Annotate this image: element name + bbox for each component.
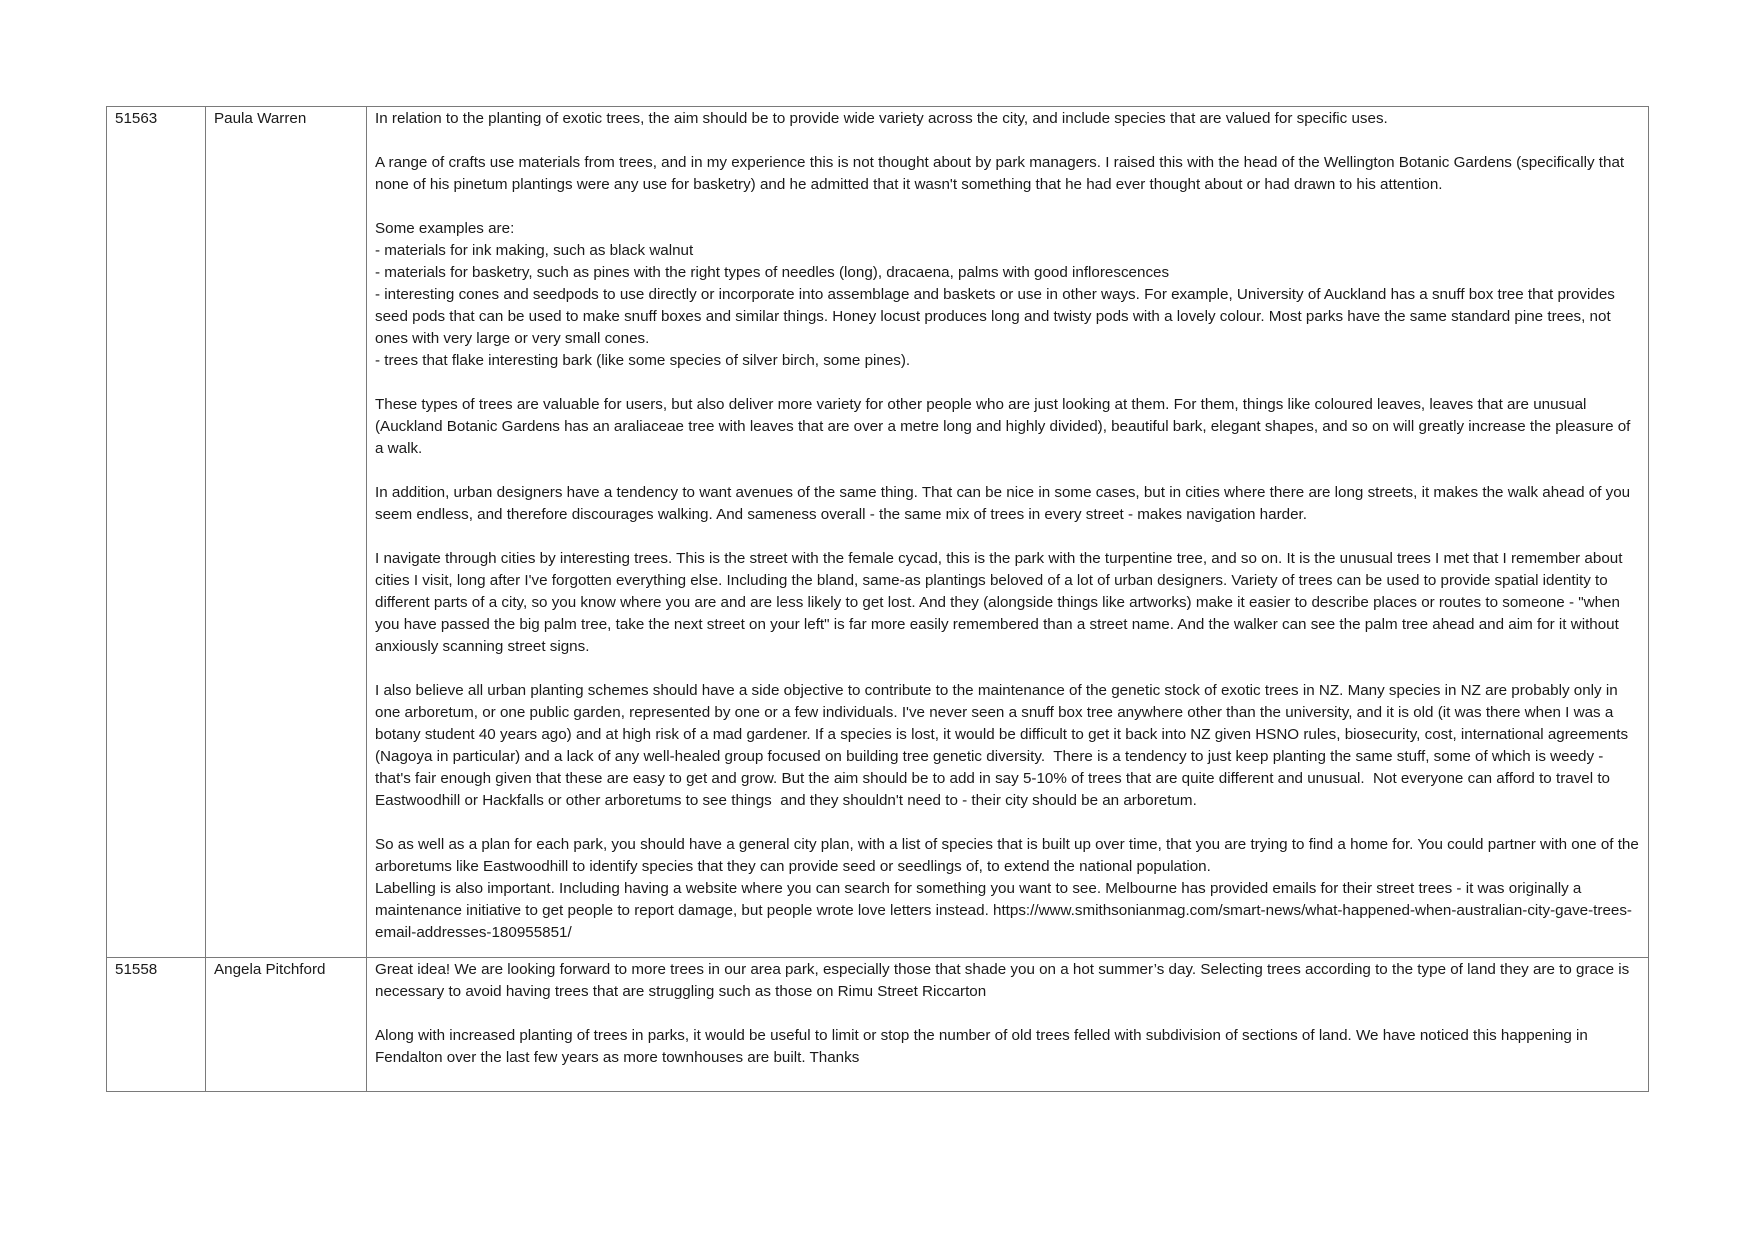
comment-list-item: - trees that flake interesting bark (like some species of silver birch, some pines). (375, 352, 911, 369)
comment-line: Some examples are: (375, 220, 515, 237)
table-row (107, 107, 1649, 958)
submission-id-cell (107, 958, 206, 1092)
comment-line: Labelling is also important. Including having a website where you can search for something you want to see. Melbourne has provided emails for their street trees - it was originally a maintenance initiative to get people to report damage, but people wrote love letters instead. https://www.smithsonianmag.com/smart-news/what-happened-when-australian-city-gave-trees-email-addresses-180955851/ (375, 880, 1632, 941)
comment-list-item: - interesting cones and seedpods to use directly or incorporate into assemblage and baskets or use in other ways. For example, University of Auckland has a snuff box tree that provides seed pods that can be used to make snuff boxes and similar things. Honey locust produces long and twisty pods with a lovely colour. Most parks have the same standard pine trees, not ones with very large or very small cones. (375, 286, 1620, 347)
comment-line: These types of trees are valuable for users, but also deliver more variety for other people who are just looking at them. For them, things like coloured leaves, leaves that are unusual (Auckland Botanic Gardens has an araliaceae tree with leaves that are over a metre long and highly divided), beautiful bark, elegant shapes, and so on will greatly increase the pleasure of a walk. (375, 396, 1635, 457)
submissions-table (106, 106, 1649, 1092)
comment-paragraph (375, 108, 1640, 130)
comment-paragraph (375, 1025, 1640, 1069)
submission-id: 51558 (115, 961, 158, 978)
comment-line: I also believe all urban planting schemes should have a side objective to contribute to the maintenance of the genetic stock of exotic trees in NZ. Many species in NZ are probably only in one arboretum, or one public garden, represented by one or a few individuals. I've never seen a snuff box tree anywhere other than the university, and it is old (it was there when I was a botany student 40 years ago) and at high risk of a mad gardener. If a species is lost, it would be difficult to get it back into NZ given HSNO rules, biosecurity, cost, international agreements (Nagoya in particular) and a lack of any well-healed group focused on building tree genetic diversity. There is a tendency to just keep planting the same stuff, some of which is weedy - that's fair enough given that these are easy to get and grow. But the aim should be to add in say 5-10% of trees that are quite different and unusual. Not everyone can afford to travel to Eastwoodhill or Hackfalls or other arboretums to see things and they shouldn't need to - their city should be an arboretum. (375, 682, 1633, 809)
comment-paragraph (375, 218, 1640, 372)
submission-id-cell (107, 107, 206, 958)
comment-list-item: - materials for basketry, such as pines with the right types of needles (long), dracaena, palms with good inflorescences (375, 264, 1170, 281)
comment-cell (367, 107, 1649, 958)
submission-id: 51563 (115, 110, 158, 127)
submitter-name-cell (206, 958, 367, 1092)
comment-line: Along with increased planting of trees in parks, it would be useful to limit or stop the number of old trees felled with subdivision of sections of land. We have noticed this happening in Fendalton over the last few years as more townhouses are built. Thanks (375, 1027, 1593, 1066)
comment-paragraph (375, 152, 1640, 196)
submitter-name: Angela Pitchford (214, 961, 326, 978)
comment-line: I navigate through cities by interesting trees. This is the street with the female cycad, this is the park with the turpentine tree, and so on. It is the unusual trees I met that I remember about cities I visit, long after I've forgotten everything else. Including the bland, same-as plantings beloved of a lot of urban designers. Variety of trees can be used to provide spatial identity to different parts of a city, so you know where you are and are less likely to get lost. And they (alongside things like artworks) make it easier to describe places or routes to someone - "when you have passed the big palm tree, take the next street on your left" is far more easily remembered than a street name. And the walker can see the palm tree ahead and aim for it without anxiously scanning street signs. (375, 550, 1627, 655)
comment-line: So as well as a plan for each park, you should have a general city plan, with a list of species that is built up over time, that you are trying to find a home for. You could partner with one of the arboretums like Eastwoodhill to identify species that they can provide seed or seedlings of, to extend the national population. (375, 836, 1644, 875)
comment-paragraph (375, 680, 1640, 812)
submitter-name: Paula Warren (214, 110, 307, 127)
comment-line: In relation to the planting of exotic trees, the aim should be to provide wide variety across the city, and include species that are valued for specific uses. (375, 110, 1388, 127)
table-row (107, 958, 1649, 1092)
comment-list-item: - materials for ink making, such as black walnut (375, 242, 694, 259)
comment-line: A range of crafts use materials from trees, and in my experience this is not thought about by park managers. I raised this with the head of the Wellington Botanic Gardens (specifically that none of his pinetum plantings were any use for basketry) and he admitted that it wasn't something that he had ever thought about or had drawn to his attention. (375, 154, 1629, 193)
comment-line: In addition, urban designers have a tendency to want avenues of the same thing. That can be nice in some cases, but in cities where there are long streets, it makes the walk ahead of you seem endless, and therefore discourages walking. And sameness overall - the same mix of trees in every street - makes navigation harder. (375, 484, 1635, 523)
comment-paragraph (375, 959, 1640, 1003)
comment-paragraph (375, 482, 1640, 526)
comment-paragraph (375, 548, 1640, 658)
comment-paragraph (375, 834, 1644, 944)
comment-paragraph (375, 394, 1640, 460)
comment-cell (367, 958, 1649, 1092)
comment-line: Great idea! We are looking forward to more trees in our area park, especially those that shade you on a hot summer’s day. Selecting trees according to the type of land they are to grace is necessary to avoid having trees that are struggling such as those on Rimu Street Riccarton (375, 961, 1634, 1000)
submitter-name-cell (206, 107, 367, 958)
submissions-sheet (106, 106, 1648, 1092)
